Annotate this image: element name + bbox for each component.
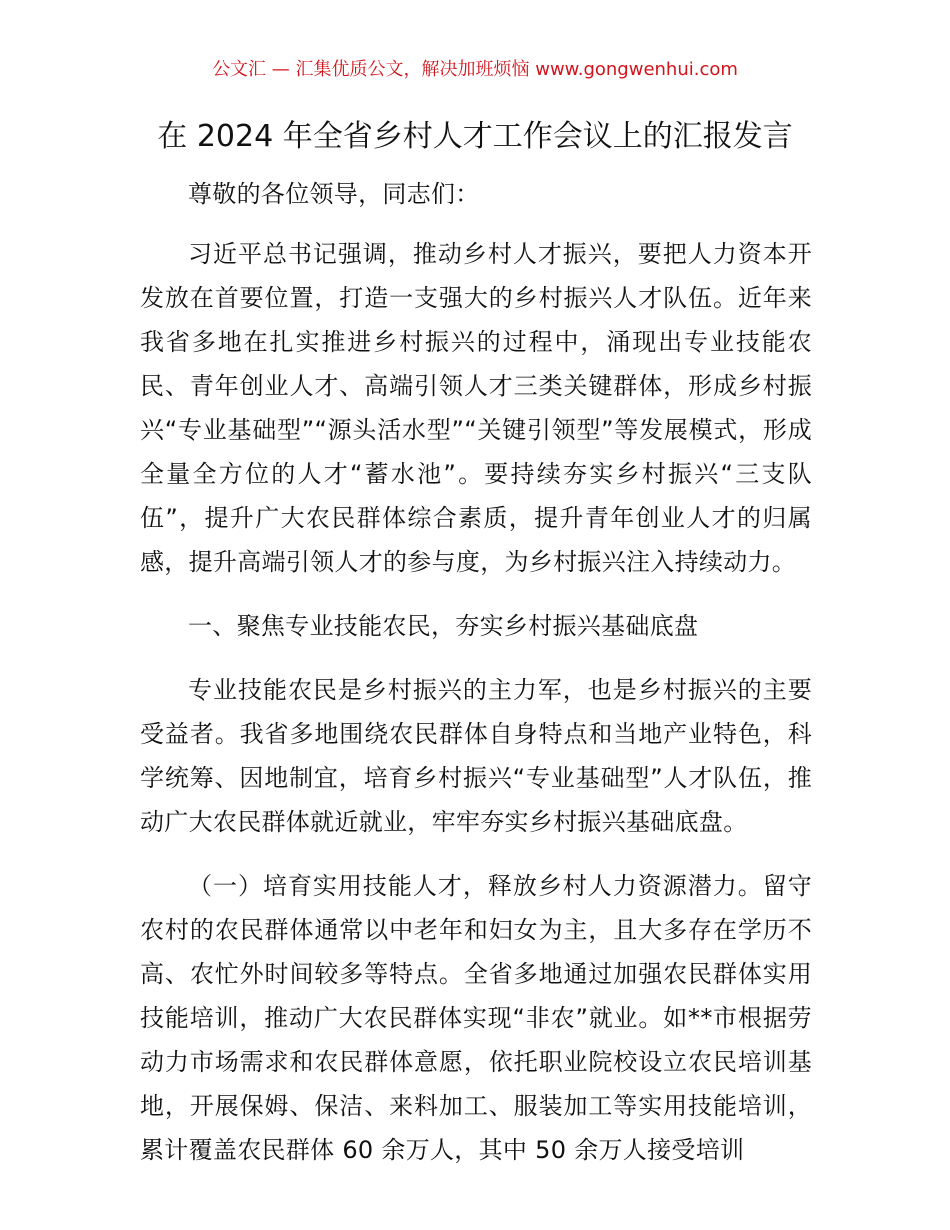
section-heading: 一、聚焦专业技能农民，夯实乡村振兴基础底盘 (188, 612, 699, 640)
intro-paragraph: 习近平总书记强调，推动乡村人才振兴，要把人力资本开发放在首要位置，打造一支强大的乡村振兴人才队伍。近年来我省多地在扎实推进乡村振兴的过程中，涌现出专业技能农民、青年创业人才、高端引领人才三类关键群体，形成乡村振兴“专业基础型”“源头活水型”“关键引领型”等发展模式，形成全量全方位的人才“蓄水池”。要持续夯实乡村振兴“三支队伍”，提升广大农民群体综合素质，提升青年创业人才的归属感，提升高端引领人才的参与度，为乡村振兴注入持续动力。 (140, 240, 812, 576)
subsection-paragraph: （一）培育实用技能人才，释放乡村人力资源潜力。留守农村的农民群体通常以中老年和妇女为主，且大多存在学历不高、农忙外时间较多等特点。全省多地通过加强农民群体实用技能培训，推动广大农民群体实现“非农”就业。如**市根据劳动力市场需求和农民群体意愿，依托职业院校设立农民培训基地，开展保姆、保洁、来料加工、服装加工等实用技能培训，累计覆盖农民群体 60 余万人，其中 50 余万人接受培训 (140, 872, 812, 1164)
site-banner: 公文汇 — 汇集优质公文，解决加班烦恼 www.gongwenhui.com (212, 59, 738, 80)
greeting-paragraph: 尊敬的各位领导，同志们： (188, 180, 480, 208)
section-paragraph: 专业技能农民是乡村振兴的主力军，也是乡村振兴的主要受益者。我省多地围绕农民群体自身特点和当地产业特色，科学统筹、因地制宜，培育乡村振兴“专业基础型”人才队伍，推动广大农民群体就近就业，牢牢夯实乡村振兴基础底盘。 (140, 676, 812, 836)
document-body (140, 172, 812, 1192)
document-title: 在 2024 年全省乡村人才工作会议上的汇报发言 (157, 119, 793, 154)
